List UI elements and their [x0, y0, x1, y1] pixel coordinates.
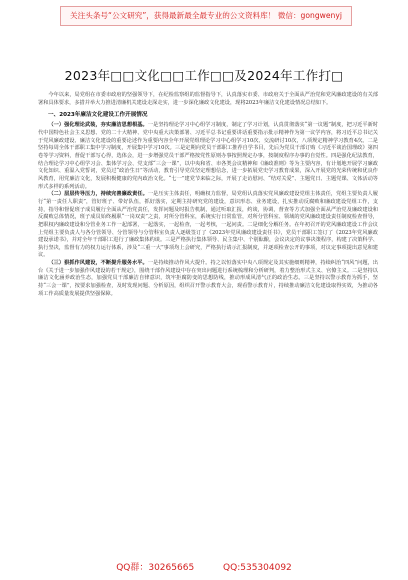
paragraph-2-text: 一是压实主体责任，明确权力监督，局党组认真落实党风廉政建设党组主体责任，党组主要负责人履行“第一责任人职责”，管好班子、带好队伍，抓好落实，定期主持研究党的建设，意识形态、业务建设，扎实推动反腐败和廉政建设党组工作，支持，指导和督促班子成员履行全面从严治党责任，发挥问题及时报告机制，通过听取汇报，约谈，协调，督查等方式加强全面从严治党及廉政建设和反腐败总体情况，班子成员始终履职“一岗双责”之责，对所分管科室，系统实行日常监管，对所分管科室、领域的党风廉政建设责任制度检查督导，把职权内廉政建设和分管业务工作一起部署，一起落实，一起检查，一起考核，一起问责。二是细化分解任务。在年初召开的党风廉政建设工作会议上党组主要负责人与各分管领导、分管领导与分管科室负责人逐级签订了《2023年党风廉政建设责任书》，党员干部职工签订了《2023年党风廉政建设承诺书》，并对全年干部职工进行了廉政集体约谈。三是严格执行集体领导、民主集中、个别酝酿，会议决定的议事决策程序，构建了决策科学、执行坚决，监督有力的权力运行体系，涉及“三重一大”事项均上会研究，严格执行请示汇报制度，并逐项检查公开的事项，对议定事项提出意见和建议。 — [38, 191, 378, 259]
section-heading: 一、2023年廉洁文化建设工作开展情况 — [48, 112, 148, 119]
qq-number-text: QQ:535304092 — [223, 563, 292, 573]
contact-footer — [0, 560, 408, 573]
paragraph-3-lead: （三）狠抓作风建设，不断提升服务水平。 — [48, 260, 148, 267]
document-body — [38, 92, 378, 298]
paragraph-1-lead: （一）强化理论武装，夯实廉洁思想根基。 — [48, 122, 148, 129]
document-title: 2023年□□文化□□工作□□及2024年工作打□ — [64, 68, 344, 83]
intro-paragraph: 今年以来，局党组在市委市政府的坚强领导下，在纪检监察组的监督指导下，认真落实市委、市政府关于全面从严治党和党风廉政建设的有关部署和具体要求，多措并举大力推进清廉机关建设走深走实，进一步深化廉政文化建设，现将2023年廉洁文化建设情况总结如下。 — [38, 92, 378, 106]
paragraph-2 — [38, 191, 378, 260]
paragraph-1 — [38, 122, 378, 191]
paragraph-3-text: 一是持续推动作风大提升。持之以恒落实中央八项规定及其实施细则精神，持续纠治“四风”问题，出台《关于进一步加强作风建设的若干规定》，围绕干部作风建设中存在突出问题进行系统梳理和分析研判，着力整治形式主义、官僚主义。二是坚持以廉洁文化涵养政治生态，加强党员干部廉洁自律意识，筑牢拒腐防变的思想防线，推动形成风清气正的政治生态。三是坚持以警示教育为抓手，坚持“三会一课”，按要求加强检查，及时发现问题、分析原因，组织召开警示教育大会，观看警示教育片，持续推动廉洁文化建设取得实效，为推动各项工作高质量发展提供坚强保障。 — [38, 260, 378, 297]
qq-group-text: QQ群：30265665 — [116, 563, 195, 573]
paragraph-1-text: 一是坚持理论学习中心组学习制度，制定了学习计划，认真贯彻落实“第一议题”制度，把习近平新时代中国特色社会主义思想、党的二十大精神、党中央重大决策部署、习近平总书记重要讲话重要指示批示精神作为第一议学内容，将习近平总书记关于党风廉政建设、廉洁文化建设的重要论述作为重要内容全年开展党组理论学习中心组学习10次、交流研讨10次，八项规定精神学习教育4次。二是坚持每周全体干部职工集中学习制度，开展集中学习10次。三是定期向党员干部职工推荐自学书目，先后为党员干部订购《习近平谈治国理政》第四卷等学习资料，督促干部写心得，选体会，进一步增强党员干部严格按党性原则办事按照规定办事，按制度程序办事的自觉性。四是强化纪法教育，结合理论学习中心组学习会、集体学习会、党支部“三会一课”，以中央和省、市各类会议精神和《廉政准则》等为主要内容，有计划地开展学习廉政文化知识、重温入党誓词，党员过“政治生日”等活动，教育引导党员坚定理想信念，进一步拓展党史学习教育成果，深入开展党的光荣传统和优良作风教育，用党廉洁文化，发展积极健康的党内政治文化。“七一”建党节来临之际，开展了走访慰问、“结对关爱”、主题党日、主题党课、文体活动等形式多样的系列活动。 — [38, 122, 378, 190]
paragraph-2-lead: （二）层层传导压力，持续完善廉政责任。 — [48, 191, 148, 198]
promo-banner[interactable]: 关注头条号“公文研究”，获得最新最全最专业的公文资料库！ 微信：gongwenyj — [60, 6, 352, 26]
paragraph-3 — [38, 260, 378, 298]
